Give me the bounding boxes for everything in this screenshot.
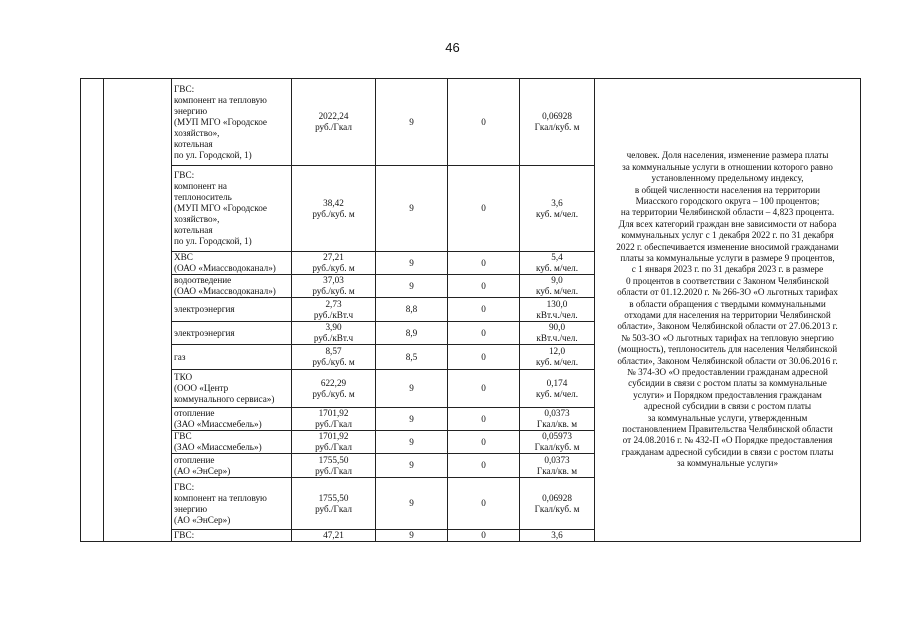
service-name: отопление (ЗАО «Миассмебель») xyxy=(172,408,292,431)
tariff-value: 27,21 руб./куб. м xyxy=(292,252,376,275)
increase-percent: 9 xyxy=(376,79,448,166)
second-percent: 0 xyxy=(448,370,520,408)
second-percent: 0 xyxy=(448,431,520,454)
consumption-norm: 0,06928 Гкал/куб. м xyxy=(520,79,595,166)
consumption-norm: 9,0 куб. м/чел. xyxy=(520,275,595,298)
second-percent: 0 xyxy=(448,166,520,252)
tariff-value: 2022,24 руб./Гкал xyxy=(292,79,376,166)
consumption-norm: 12,0 куб. м/чел. xyxy=(520,345,595,370)
increase-percent: 8,8 xyxy=(376,298,448,322)
service-name: ГВС (ЗАО «Миассмебель») xyxy=(172,431,292,454)
table-cell-col2 xyxy=(104,79,172,542)
second-percent: 0 xyxy=(448,345,520,370)
service-name: электроэнергия xyxy=(172,298,292,322)
increase-percent: 9 xyxy=(376,478,448,530)
tariff-value: 8,57 руб./куб. м xyxy=(292,345,376,370)
tariff-value: 38,42 руб./куб. м xyxy=(292,166,376,252)
service-name: ГВС: компонент на тепловую энергию (МУП МГО «Городское хозяйство», котельная по ул. Городской, 1) xyxy=(172,79,292,166)
service-name: газ xyxy=(172,345,292,370)
consumption-norm: 3,6 куб. м/чел. xyxy=(520,166,595,252)
increase-percent: 9 xyxy=(376,252,448,275)
note-text: человек. Доля населения, изменение размера платы за коммунальные услуги в отношении которого равно установленному предельному индексу, в общей численности населения на территории Миасского городского округа – 100 процентов; на территории Челябинской области – 4,823 процента. Для всех категорий граждан вне зависимости от набора коммунальных услуг с 1 декабря 2022 г. по 31 декабря 2022 г. обеспечивается изменение вносимой гражданами платы за коммунальные услуги в размере 9 процентов, с 1 января 2023 г. по 31 декабря 2023 г. в размере 0 процентов в соответствии с Законом Челябинской области от 01.12.2020 г. № 266-ЗО «О льготных тарифах в области обращения с твердыми коммунальными отходами для населения на территории Челябинской области», Законом Челябинской области от 27.06.2013 г. № 503-ЗО «О льготных тарифах на тепловую энергию (мощность), теплоноситель для населения Челябинской области», Законом Челябинской области от 30.06.2016 г. № 374-ЗО «О предоставлении гражданам адресной субсидии в связи с ростом платы за коммунальные услуги» и Порядком предоставления гражданам адресной субсидии в связи с ростом платы за коммунальные услуги, утвержденным постановлением Правительства Челябинской области от 24.08.2016 г. № 432-П «О Порядке предоставления гражданам адресной субсидии в связи с ростом платы за коммунальные услуги» xyxy=(595,79,861,542)
service-name: водоотведение (ОАО «Миассводоканал») xyxy=(172,275,292,298)
increase-percent: 9 xyxy=(376,454,448,478)
tariff-value: 1701,92 руб./Гкал xyxy=(292,431,376,454)
second-percent: 0 xyxy=(448,408,520,431)
consumption-norm: 130,0 кВт.ч./чел. xyxy=(520,298,595,322)
page-number: 46 xyxy=(445,40,460,55)
second-percent: 0 xyxy=(448,454,520,478)
second-percent: 0 xyxy=(448,298,520,322)
consumption-norm: 90,0 кВт.ч./чел. xyxy=(520,322,595,345)
tariff-value: 47,21 xyxy=(292,530,376,542)
tariff-value: 622,29 руб./куб. м xyxy=(292,370,376,408)
tariff-table xyxy=(80,78,861,542)
service-name: ГВС: компонент на теплоноситель (МУП МГО «Городское хозяйство», котельная по ул. Городской, 1) xyxy=(172,166,292,252)
increase-percent: 9 xyxy=(376,370,448,408)
second-percent: 0 xyxy=(448,322,520,345)
increase-percent: 9 xyxy=(376,408,448,431)
service-name: ГВС: компонент на тепловую энергию (АО «ЭнСер») xyxy=(172,478,292,530)
tariff-value: 37,03 руб./куб. м xyxy=(292,275,376,298)
service-name: ГВС: xyxy=(172,530,292,542)
consumption-norm: 5,4 куб. м/чел. xyxy=(520,252,595,275)
consumption-norm: 0,06928 Гкал/куб. м xyxy=(520,478,595,530)
table-row xyxy=(81,79,861,166)
tariff-value: 1701,92 руб./Гкал xyxy=(292,408,376,431)
consumption-norm: 0,174 куб. м/чел. xyxy=(520,370,595,408)
second-percent: 0 xyxy=(448,530,520,542)
consumption-norm: 0,0373 Гкал/кв. м xyxy=(520,408,595,431)
increase-percent: 9 xyxy=(376,431,448,454)
increase-percent: 9 xyxy=(376,530,448,542)
increase-percent: 9 xyxy=(376,275,448,298)
consumption-norm: 0,0373 Гкал/кв. м xyxy=(520,454,595,478)
consumption-norm: 0,05973 Гкал/куб. м xyxy=(520,431,595,454)
tariff-value: 1755,50 руб./Гкал xyxy=(292,454,376,478)
tariff-value: 3,90 руб./кВт.ч xyxy=(292,322,376,345)
second-percent: 0 xyxy=(448,478,520,530)
tariff-value: 1755,50 руб./Гкал xyxy=(292,478,376,530)
second-percent: 0 xyxy=(448,79,520,166)
increase-percent: 8,9 xyxy=(376,322,448,345)
service-name: отопление (АО «ЭнСер») xyxy=(172,454,292,478)
consumption-norm: 3,6 xyxy=(520,530,595,542)
second-percent: 0 xyxy=(448,275,520,298)
increase-percent: 9 xyxy=(376,166,448,252)
service-name: ХВС (ОАО «Миассводоканал») xyxy=(172,252,292,275)
tariff-value: 2,73 руб./кВт.ч xyxy=(292,298,376,322)
service-name: ТКО (ООО «Центр коммунального сервиса») xyxy=(172,370,292,408)
second-percent: 0 xyxy=(448,252,520,275)
increase-percent: 8,5 xyxy=(376,345,448,370)
service-name: электроэнергия xyxy=(172,322,292,345)
table-cell-col1 xyxy=(81,79,104,542)
